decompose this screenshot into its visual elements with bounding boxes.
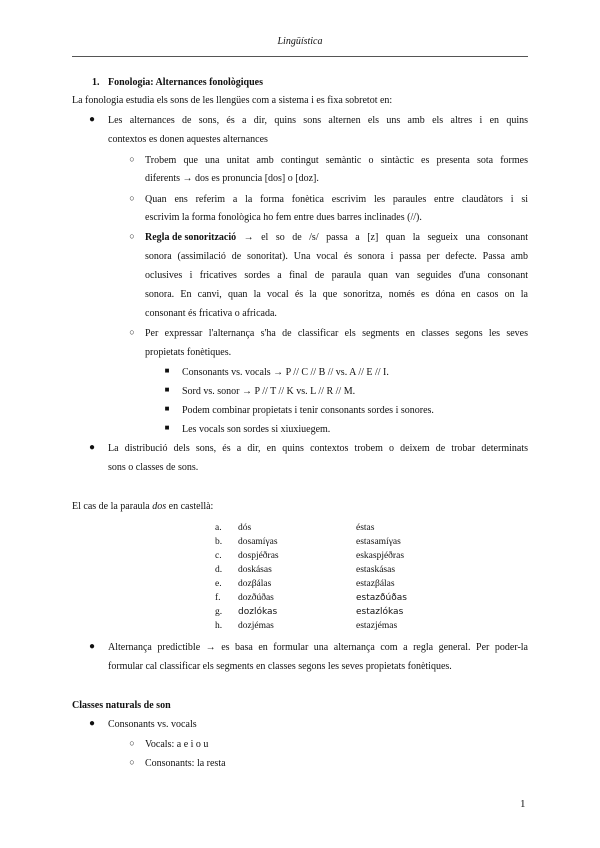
form-estas: eskaspjéðras xyxy=(356,551,405,561)
sub-regla-line4: sonora. En canvi, quan la vocal és la que sonoritza, només es dóna en casos on la xyxy=(145,289,528,300)
example-intro xyxy=(72,500,213,514)
regla-rest: → el so de /s/ passa a [z] quan la segueix una consonant xyxy=(236,232,528,243)
bullet-icon: ● xyxy=(88,442,96,453)
header-rule xyxy=(72,56,528,57)
bullet-distribucio-line1: La distribució dels sons, és a dir, en quins contextos trobem o deixem de trobar determinats xyxy=(108,443,528,454)
table-row xyxy=(0,564,600,576)
intro-paragraph: La fonologia estudia els sons de les llengües com a sistema i es fixa sobretot en: xyxy=(72,95,393,106)
bullet-predictible-line2: formular cal classificar els segments en classes segons les seves propietats fonètiques. xyxy=(108,661,452,672)
form-estas: estaskásas xyxy=(356,565,396,575)
square-bullet-icon: ■ xyxy=(164,404,170,413)
bullet-consonants-vocals: Consonants vs. vocals xyxy=(108,719,197,730)
circle-bullet-icon: ○ xyxy=(129,193,135,203)
row-letter: f. xyxy=(215,593,221,603)
table-row xyxy=(0,620,600,632)
form-dos: doskásas xyxy=(238,565,272,575)
sub-expressar-line2: propietats fonètiques. xyxy=(145,347,232,358)
row-letter: a. xyxy=(215,523,222,533)
example-intro-pre: El cas de la paraula xyxy=(72,501,153,512)
bullet-predictible-line1: Alternança predictible → es basa en formular una alternança com a regla general. Per poder-la xyxy=(108,642,528,653)
form-estas: estazðúðas xyxy=(356,593,407,603)
sub-unitat-line2: diferents → dos es pronuncia [dos] o [doz]. xyxy=(145,173,319,184)
square-bullet-icon: ■ xyxy=(164,423,170,432)
form-dos: dozjémas xyxy=(238,621,274,631)
list-item: Sord vs. sonor → P // T // K vs. L // R // M. xyxy=(182,386,356,397)
sub-regla-line5: consonant és fricativa o africada. xyxy=(145,308,277,319)
form-estas: estazβálas xyxy=(356,579,395,589)
table-row xyxy=(0,550,600,562)
row-letter: e. xyxy=(215,579,222,589)
circle-bullet-icon: ○ xyxy=(129,154,135,164)
circle-bullet-icon: ○ xyxy=(129,738,135,748)
page-number: 1 xyxy=(520,798,526,810)
regla-term: Regla de sonorització xyxy=(145,232,237,243)
bullet-icon: ● xyxy=(88,718,96,729)
table-row xyxy=(0,522,600,534)
section-number: 1. xyxy=(92,77,100,88)
form-estas: estasamíγas xyxy=(356,537,401,547)
classes-heading: Classes naturals de son xyxy=(72,700,171,711)
form-dos: dospjéðras xyxy=(238,551,279,561)
table-row xyxy=(0,578,600,590)
circle-bullet-icon: ○ xyxy=(129,327,135,337)
bullet-icon: ● xyxy=(88,114,96,125)
form-dos: dós xyxy=(238,523,252,533)
row-letter: g. xyxy=(215,607,223,617)
row-letter: h. xyxy=(215,621,223,631)
sub-expressar-line1: Per expressar l'alternança s'ha de classificar els segments en classes segons les seves xyxy=(145,328,528,339)
bullet-icon: ● xyxy=(88,641,96,652)
form-dos: dozlókas xyxy=(238,607,278,617)
circle-bullet-icon: ○ xyxy=(129,231,135,241)
example-word: dos xyxy=(152,501,167,512)
sub-unitat-line1: Trobem que una unitat amb contingut semàntic o sintàctic es presenta sota formes xyxy=(145,155,528,166)
form-estas: éstas xyxy=(356,523,375,533)
form-estas: estazjémas xyxy=(356,621,398,631)
square-bullet-icon: ■ xyxy=(164,366,170,375)
list-item: Consonants: la resta xyxy=(145,758,226,769)
form-estas: estazlókas xyxy=(356,607,404,617)
row-letter: c. xyxy=(215,551,222,561)
section-title: Fonologia: Alternances fonològiques xyxy=(108,77,264,88)
square-bullet-icon: ■ xyxy=(164,385,170,394)
row-letter: d. xyxy=(215,565,223,575)
bullet-alternances-line2: contextos es donen aquestes alternances xyxy=(108,134,268,145)
table-row xyxy=(0,536,600,548)
form-dos: dosamíγas xyxy=(238,537,278,547)
list-item: Les vocals son sordes si xiuxiuegem. xyxy=(182,424,331,435)
form-dos: dozβálas xyxy=(238,579,272,589)
row-letter: b. xyxy=(215,537,223,547)
form-dos: dozðúðas xyxy=(238,593,274,603)
list-item: Podem combinar propietats i tenir consonants sordes i sonores. xyxy=(182,405,434,416)
sub-regla-line2: sonora (assimilació de sonoritat). Una vocal és sonora i passa per defecte. Passa amb xyxy=(145,251,528,262)
sub-forma-line2: escrivim la forma fonològica ho fem entre dues barres inclinades (//). xyxy=(145,212,422,223)
sub-regla-line3: oclusives i fricatives sordes a final de paraula quan van seguides d'una consonant xyxy=(145,270,528,281)
list-item: Vocals: a e i o u xyxy=(145,739,209,750)
bullet-alternances-line1: Les alternances de sons, és a dir, quins sons alternen els uns amb els altres i en quins xyxy=(108,115,528,126)
table-row xyxy=(0,606,600,618)
circle-bullet-icon: ○ xyxy=(129,757,135,767)
sub-forma-line1: Quan ens referim a la forma fonètica escrivim les paraules entre claudàtors i si xyxy=(145,194,528,205)
table-row xyxy=(0,592,600,604)
running-header: Lingüística xyxy=(277,36,323,47)
bullet-distribucio-line2: sons o classes de sons. xyxy=(108,462,199,473)
list-item: Consonants vs. vocals → P // C // B // vs. A // E // I. xyxy=(182,367,389,378)
sub-regla-line1 xyxy=(145,231,528,245)
example-intro-post: en castellà: xyxy=(166,501,214,512)
